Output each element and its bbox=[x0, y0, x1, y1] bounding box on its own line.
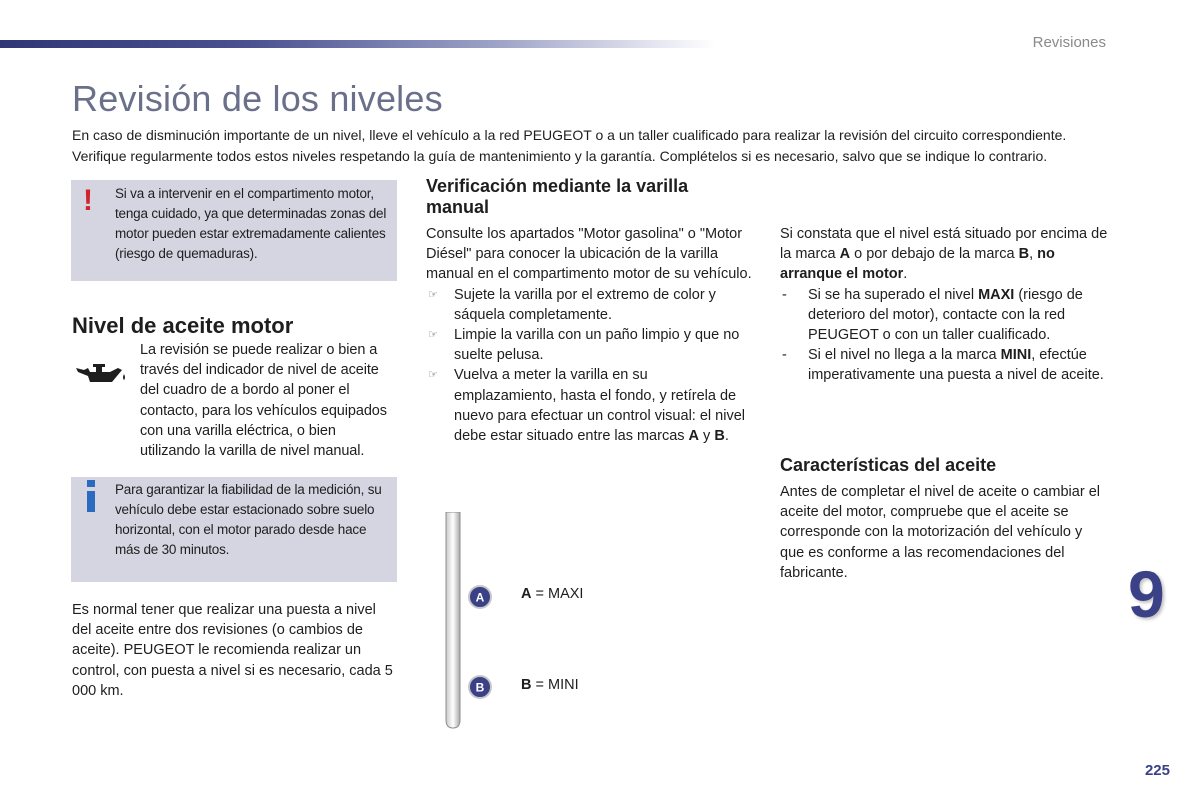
info-box bbox=[71, 477, 397, 582]
label-maxi-value: = MAXI bbox=[531, 586, 584, 602]
hand-pointer-icon: ☞ bbox=[428, 329, 438, 342]
info-text: Para garantizar la fiabilidad de la medición, su vehículo debe estar estacionado sobre suelo horizontal, con el motor parado desde hace más de 30 minutos. bbox=[115, 482, 382, 557]
step-3-mark-a: A bbox=[688, 428, 700, 445]
marker-b-letter: B bbox=[475, 680, 485, 695]
mini-pre: Si el nivel no llega a la marca bbox=[808, 347, 1001, 364]
level-check-mid: o por debajo de la marca bbox=[850, 246, 1019, 263]
label-mini bbox=[521, 677, 579, 693]
step-3-mark-b: B bbox=[714, 428, 725, 445]
step-1 bbox=[426, 285, 752, 325]
mini-post: , efectúe imperativamente una puesta a nivel de aceite. bbox=[808, 347, 1104, 384]
intro-text bbox=[72, 125, 1132, 167]
marker-a-icon bbox=[468, 585, 492, 609]
level-check-warning: no arranque el motor bbox=[780, 246, 1055, 283]
step-3-text: Vuelva a meter la varilla en su emplazamiento, hasta el fondo, y retírela de nuevo para efectuar un control visual: el nivel debe estar situado entre las marcas bbox=[454, 367, 745, 445]
step-3-y: y bbox=[699, 428, 715, 445]
section-label: Revisiones bbox=[1032, 34, 1106, 51]
step-2-text: Limpie la varilla con un paño limpio y que no suelte pelusa. bbox=[454, 327, 740, 364]
maxi-bold: MAXI bbox=[978, 286, 1015, 303]
mini-bold: MINI bbox=[1000, 347, 1032, 364]
oil-can-icon bbox=[74, 360, 128, 388]
dash-marker: - bbox=[782, 347, 787, 364]
hand-pointer-icon: ☞ bbox=[428, 369, 438, 382]
warning-exclamation-icon: ! bbox=[83, 184, 93, 217]
oil-level-text: La revisión se puede realizar o bien a través del indicador de nivel de aceite del cuadro de a bordo al poner el contacto, para los vehículos equipados con una varilla eléctrica, o bien utilizando la varilla de nivel manual. bbox=[140, 342, 387, 460]
dash-marker: - bbox=[782, 286, 787, 303]
level-check-text bbox=[780, 224, 1110, 386]
label-maxi bbox=[521, 586, 583, 602]
maxi-post: (riesgo de deterioro del motor), contacte con la red PEUGEOT o con un taller cualificado. bbox=[808, 286, 1083, 344]
level-check-end: . bbox=[903, 266, 908, 283]
maxi-pre: Si se ha superado el nivel bbox=[808, 286, 979, 303]
level-check-mark-b: B bbox=[1018, 246, 1030, 263]
oil-specs-heading: Características del aceite bbox=[780, 455, 997, 475]
dipstick-illustration bbox=[445, 512, 461, 730]
normal-refill-text: Es normal tener que realizar una puesta a nivel del aceite entre dos revisiones (o cambios de aceite). PEUGEOT le recomienda realizar un control, con puesta a nivel si es necesario, cada 5 000 km. bbox=[72, 602, 393, 699]
level-check-mark-a: A bbox=[839, 246, 851, 263]
oil-specs-text: Antes de completar el nivel de aceite o cambiar el aceite del motor, compruebe que el aceite se corresponde con la motorización del vehículo y que es conforme a las recomendaciones del fabricante. bbox=[780, 484, 1100, 581]
step-3 bbox=[426, 365, 752, 446]
level-check-item-maxi bbox=[780, 285, 1110, 346]
intro-line-1: En caso de disminución importante de un nivel, lleve el vehículo a la red PEUGEOT o a un taller cualificado para realizar la revisión del circuito correspondiente. bbox=[72, 127, 1067, 143]
oil-level-heading: Nivel de aceite motor bbox=[72, 313, 294, 338]
step-3-end: . bbox=[724, 428, 729, 445]
warning-box bbox=[71, 180, 397, 281]
chapter-number: 9 bbox=[1128, 557, 1165, 631]
level-check-paragraph bbox=[780, 224, 1110, 285]
dipstick-intro: Consulte los apartados "Motor gasolina" o "Motor Diésel" para conocer la ubicación de la varilla manual en el compartimento motor de su vehículo. bbox=[426, 226, 752, 283]
label-mini-key: B bbox=[521, 677, 532, 693]
marker-a-letter: A bbox=[475, 590, 485, 605]
step-1-text: Sujete la varilla por el extremo de color y sáquela completamente. bbox=[454, 286, 716, 323]
label-maxi-key: A bbox=[521, 586, 532, 602]
level-check-item-mini bbox=[780, 345, 1110, 385]
label-mini-value: = MINI bbox=[531, 677, 579, 693]
dipstick-heading: Verificación mediante la varilla manual bbox=[426, 176, 689, 217]
marker-b-icon bbox=[468, 675, 492, 699]
level-check-sep: , bbox=[1029, 246, 1038, 263]
warning-text: Si va a intervenir en el compartimento motor, tenga cuidado, ya que determinadas zonas del motor pueden estar extremadamente calientes (riesgo de quemaduras). bbox=[115, 186, 387, 261]
dipstick-instructions bbox=[426, 224, 752, 446]
page-title: Revisión de los niveles bbox=[72, 78, 443, 119]
header-bar bbox=[0, 40, 715, 48]
intro-line-2: Verifique regularmente todos estos niveles respetando la guía de mantenimiento y la garantía. Complételos si es necesario, salvo que se indique lo contrario. bbox=[72, 148, 1048, 164]
step-2 bbox=[426, 325, 752, 365]
info-icon bbox=[84, 479, 98, 513]
page-number: 225 bbox=[1144, 762, 1170, 779]
hand-pointer-icon: ☞ bbox=[428, 288, 438, 301]
level-check-p1: Si constata que el nivel está situado por encima de la marca bbox=[780, 226, 1108, 263]
